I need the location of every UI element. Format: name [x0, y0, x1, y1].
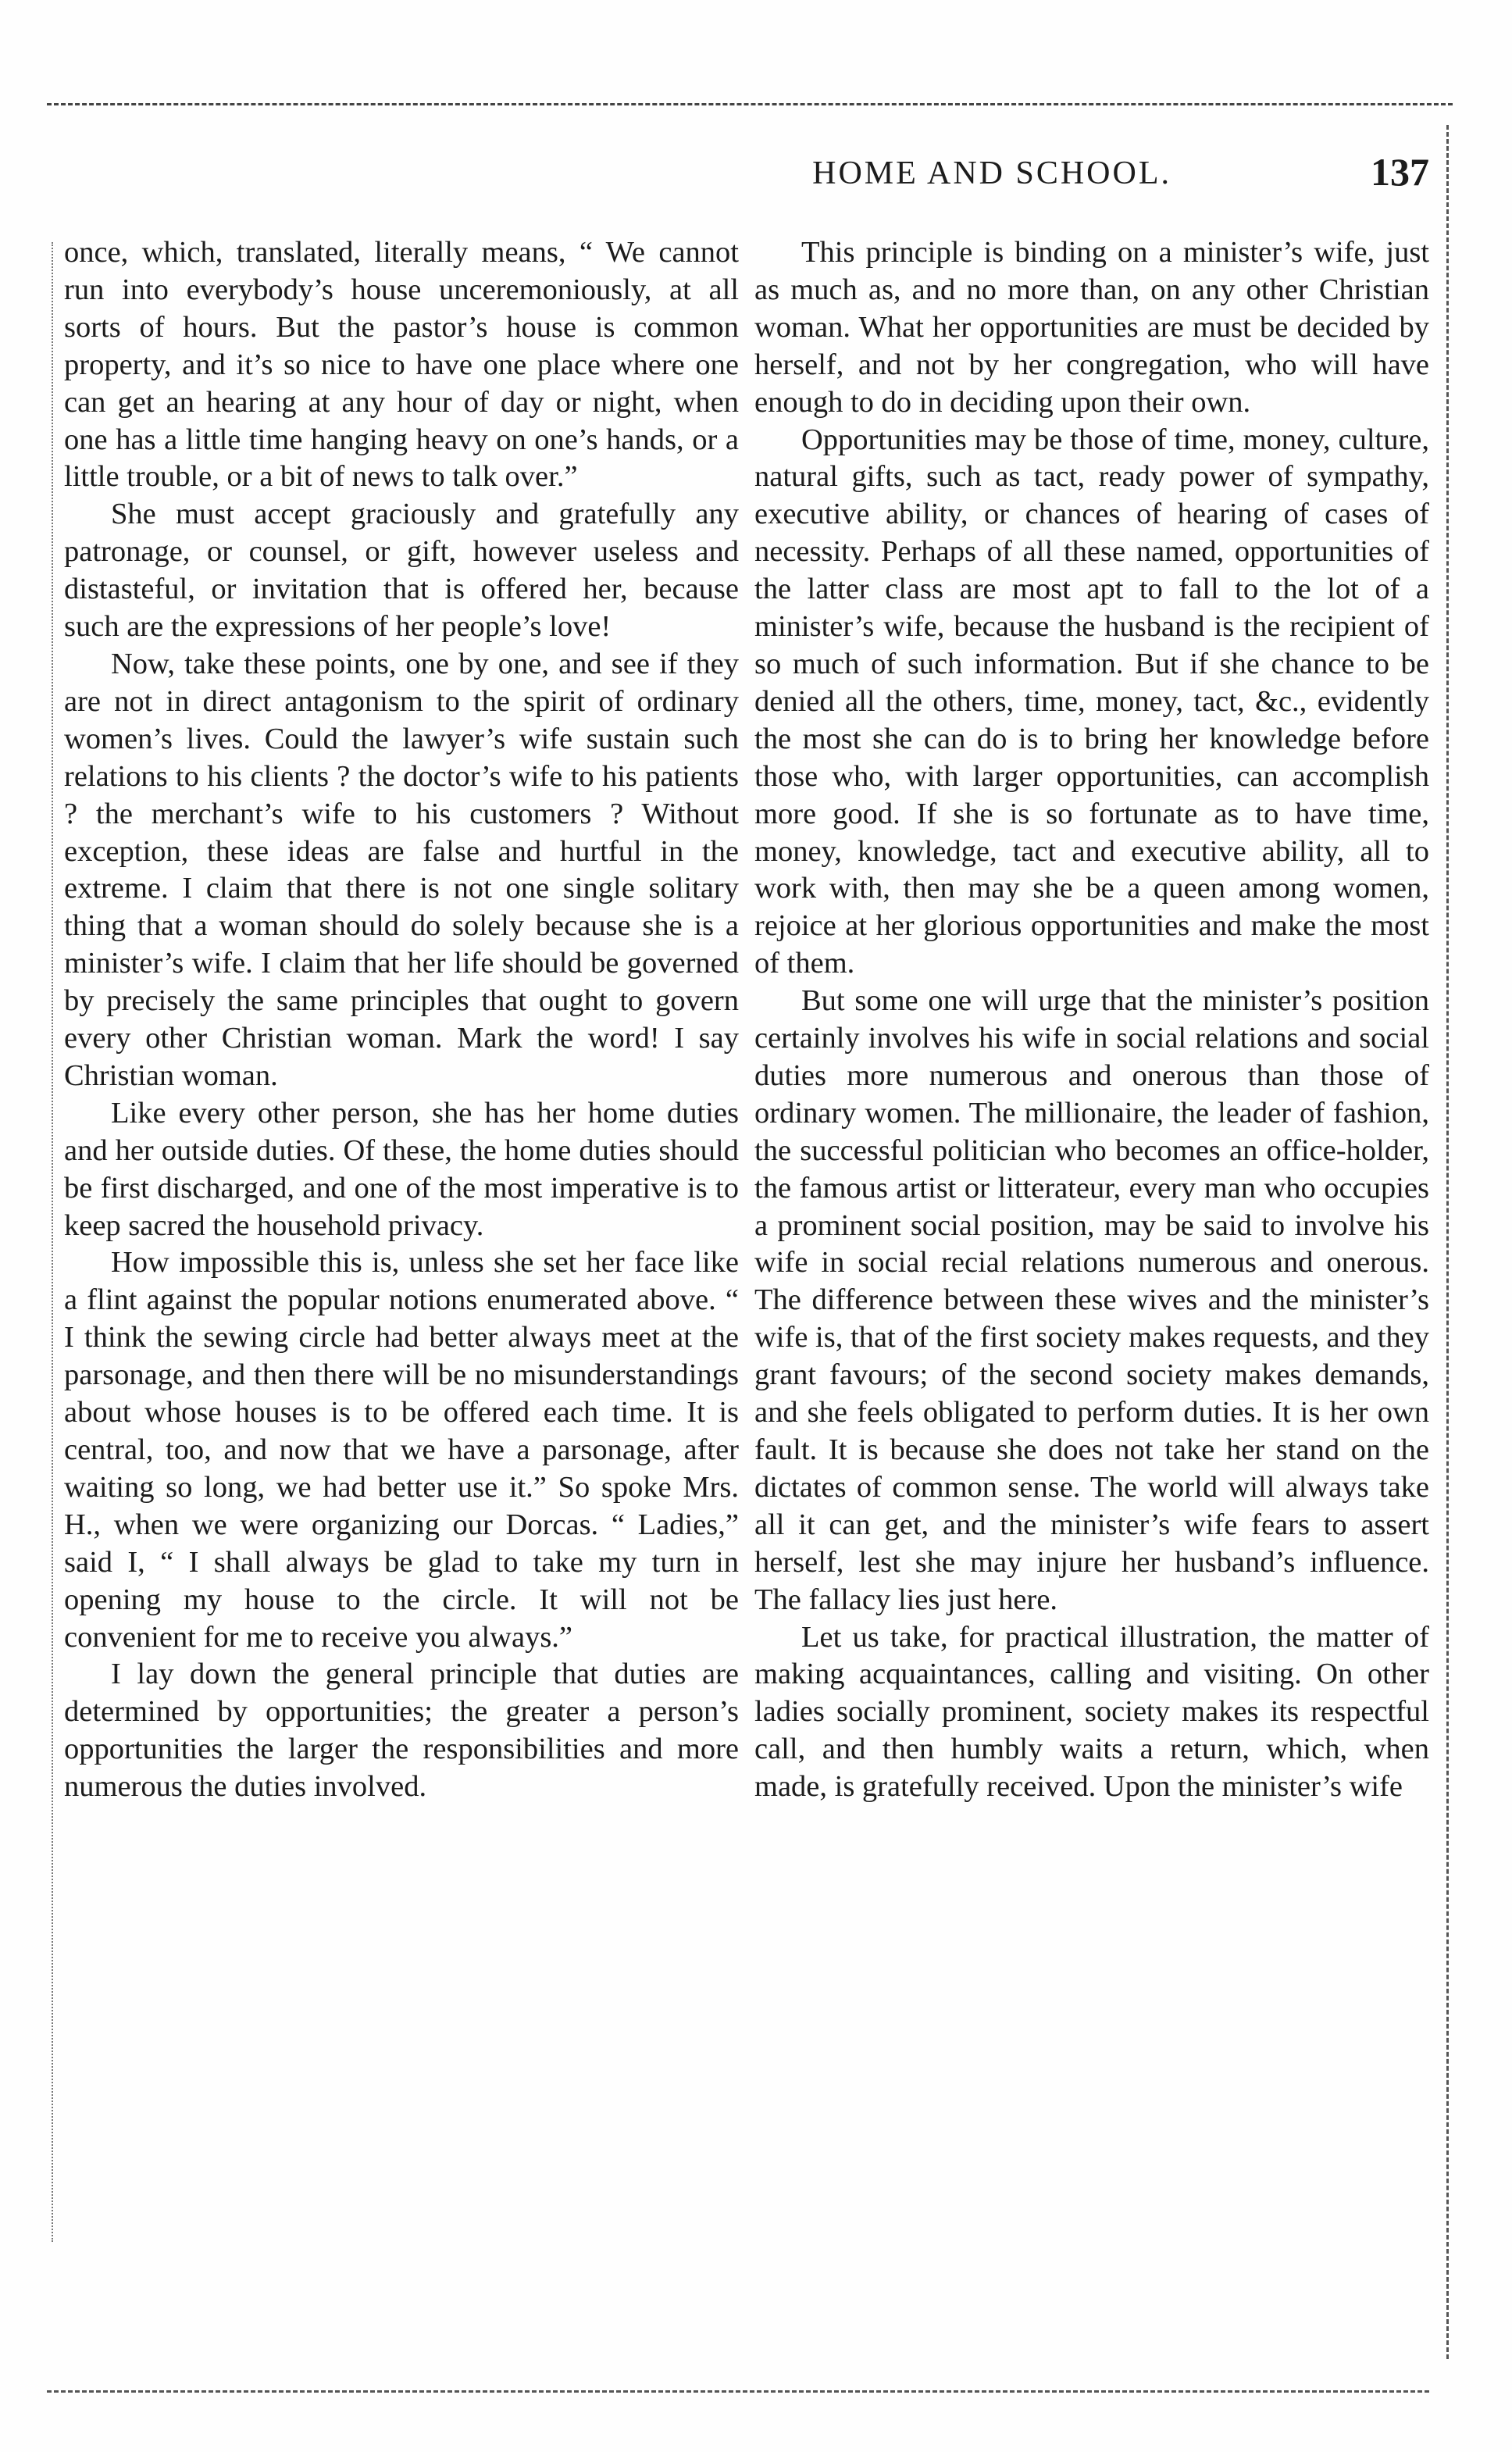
page-number: 137: [1371, 150, 1429, 194]
left-page-edge: [52, 242, 53, 2242]
paragraph: This principle is binding on a minister’s wife, just as much as, and no more than, on any other Christian woman. What her opportunities are must be decided by herself, and not by her congregation, who will have enough to do in deciding upon their own.: [754, 236, 1429, 419]
paragraph: once, which, translated, literally means, “ We cannot run into everybody’s house unceremoniously, at all sorts of hours. But the pastor’s house is common property, and it’s so nice to have one place where one can get an hearing at any hour of day or night, when one has a little time hanging heavy on one’s hands, or a little trouble, or a bit of news to talk over.”: [64, 236, 739, 494]
paragraph: Let us take, for practical illustration, the matter of making acquaintances, calling and visiting. On other ladies socially prominent, society makes its respectful call, and then humbly waits a return, which, when made, is gratefully received. Upon the minister’s wife: [754, 1620, 1429, 1804]
paragraph: She must accept graciously and gratefully any patronage, or counsel, or gift, however useless and distasteful, or invitation that is offered her, because such are the expressions of her people’s love!: [64, 498, 739, 644]
running-title: HOME AND SCHOOL.: [812, 155, 1171, 191]
paragraph: Now, take these points, one by one, and see if they are not in direct antagonism to the spirit of ordinary women’s lives. Could the lawyer’s wife sustain such relations to his clients ? the doctor’s wife to his patients ? the merchant’s wife to his customers ? Without exception, these ideas are false and hurtful in the extreme. I claim that there is not one single solitary thing that a woman should do solely because she is a minister’s wife. I claim that her life should be governed by precisely the same principles that ought to govern every other Christian woman. Mark the word! I say Christian woman.: [64, 647, 739, 1092]
paragraph: Opportunities may be those of time, money, culture, natural gifts, such as tact, ready power of sympathy, executive ability, or chances of hearing of cases of necessity. Perhaps of all these named, opportunities of the latter class are most apt to fall to the lot of a minister’s wife, because the husband is the recipient of so much of such information. But if she chance to be denied all the others, time, money, tact, &c., evidently the most she can do is to bring her knowledge before those who, with larger opportunities, can accomplish more good. If she is so fortunate as to have time, money, knowledge, tact and executive ability, all to work with, then may she be a queen among women, rejoice at her glorious opportunities and make the most of them.: [754, 423, 1429, 980]
paragraph: I lay down the general principle that duties are determined by opportunities; the greater a person’s opportunities the larger the responsibilities and more numerous the duties involved.: [64, 1658, 739, 1804]
left-column: [64, 234, 739, 2359]
right-page-edge: [1446, 125, 1449, 2359]
page-header: [47, 148, 1429, 203]
top-rule: [47, 103, 1453, 105]
paragraph: How impossible this is, unless she set her face like a flint against the popular notions enumerated above. “ I think the sewing circle had better always meet at the parsonage, and then there will be no misunderstandings about whose houses is to be offered each time. It is central, too, and now that we have a parsonage, after waiting so long, we had better use it.” So spoke Mrs. H., when we were organizing our Dorcas. “ Ladies,” said I, “ I shall always be glad to take my turn in opening my house to the circle. It will not be convenient for me to receive you always.”: [64, 1246, 739, 1654]
right-column: [754, 234, 1429, 2359]
bottom-rule: [47, 2390, 1429, 2393]
paragraph: But some one will urge that the minister’s position certainly involves his wife in social relations and social duties more numerous and onerous than those of ordinary women. The millionaire, the leader of fashion, the successful politician who becomes an office-holder, the famous artist or litterateur, every man who occupies a prominent social position, may be said to involve his wife in social recial relations numerous and onerous. The difference between these wives and the minister’s wife is, that of the first society makes requests, and they grant favours; of the second society makes demands, and she feels obligated to perform duties. It is her own fault. It is because she does not take her stand on the dictates of common sense. The world will always take all it can get, and the minister’s wife fears to assert herself, lest she may injure her husband’s influence. The fallacy lies just here.: [754, 984, 1429, 1616]
paragraph: Like every other person, she has her home duties and her outside duties. Of these, the home duties should be first discharged, and one of the most imperative is to keep sacred the household privacy.: [64, 1096, 739, 1242]
